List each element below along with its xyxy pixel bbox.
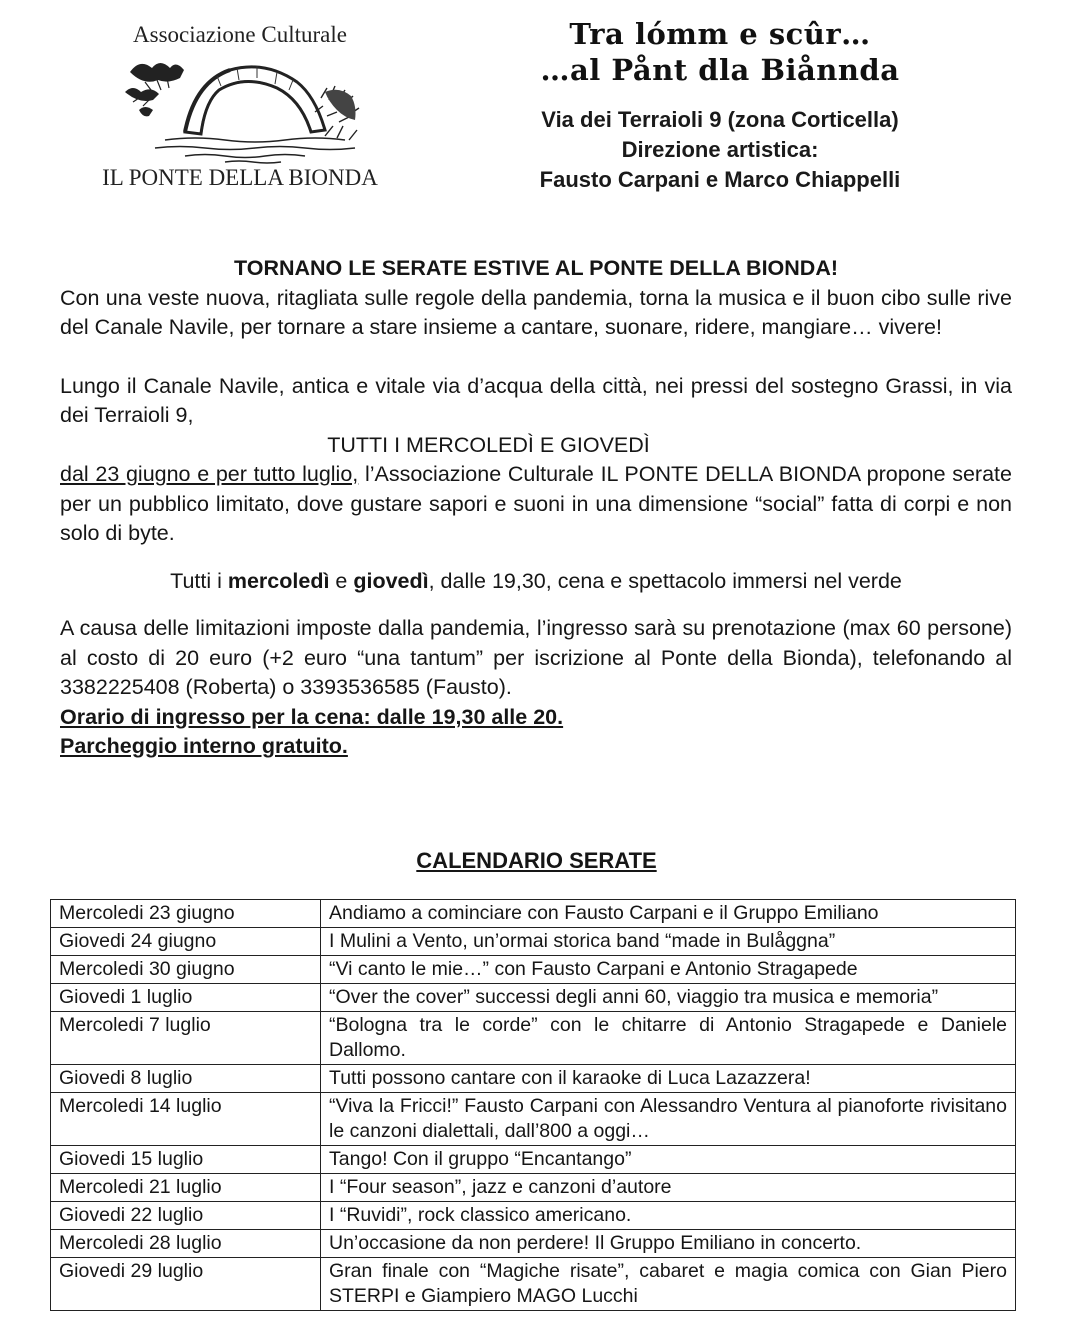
- calendar-rows: [51, 900, 1016, 1311]
- table-row: [51, 1202, 1016, 1230]
- table-row: [51, 1258, 1016, 1311]
- entry-time-line: [60, 703, 1012, 733]
- flyer-body: [60, 254, 1012, 762]
- proposal-text: l’Associazione Culturale IL PONTE DELLA BIONDA propone serate per un pubblico limitato, dove gustare sapori e suoni in una dimensione “social” fatta di corpi e non solo di byte.: [60, 462, 1012, 545]
- event-description: Un’occasione da non perdere! Il Gruppo Emiliano in concerto.: [321, 1230, 1016, 1258]
- event-description: “Bologna tra le corde” con le chitarre di Antonio Stragapede e Daniele Dallomo.: [321, 1012, 1016, 1065]
- proposal-paragraph: [60, 460, 1012, 549]
- calendar-table: [50, 899, 1016, 1311]
- title-line-1: Tra lómm e scûr…: [569, 17, 871, 51]
- event-description: Andiamo a cominciare con Fausto Carpani e il Gruppo Emiliano: [321, 900, 1016, 928]
- period-text: dal 23 giugno e per tutto luglio,: [60, 462, 359, 486]
- headline: TORNANO LE SERATE ESTIVE AL PONTE DELLA BIONDA!: [233, 256, 839, 280]
- artistic-direction-label: Direzione artistica:: [621, 137, 819, 162]
- schedule-wednesday: mercoledì: [227, 568, 330, 593]
- event-date: Mercoledi 21 luglio: [51, 1174, 321, 1202]
- association-name: IL PONTE DELLA BIONDA: [102, 165, 378, 190]
- schedule-and: e: [329, 568, 354, 593]
- event-date: Mercoledi 28 luglio: [51, 1230, 321, 1258]
- booking-paragraph: A causa delle limitazioni imposte dalla pandemia, l’ingresso sarà su prenotazione (max 60 persone) al costo di 20 euro (+2 euro “una tantum” per iscrizione al Ponte della Bionda), telefonando al 3382225408 (Roberta) o 3393536585 (Fausto).: [60, 616, 1012, 699]
- table-row: [51, 1012, 1016, 1065]
- title-line-2: …al Pånt dla Biånnda: [540, 53, 900, 87]
- event-date: Giovedi 22 luglio: [51, 1202, 321, 1230]
- event-date: Mercoledi 14 luglio: [51, 1093, 321, 1146]
- event-date: Giovedi 1 luglio: [51, 984, 321, 1012]
- table-row: [51, 900, 1016, 928]
- schedule-suffix: , dalle 19,30, cena e spettacolo immersi nel verde: [428, 568, 902, 593]
- table-row: [51, 1230, 1016, 1258]
- event-date: Mercoledi 30 giugno: [51, 956, 321, 984]
- schedule-line: [60, 567, 1012, 597]
- event-date: Giovedi 8 luglio: [51, 1065, 321, 1093]
- table-row: [51, 1093, 1016, 1146]
- event-description: Gran finale con “Magiche risate”, cabaret e magia comica con Gian Piero STERPI e Giampiero MAGO Lucchi: [321, 1258, 1016, 1311]
- table-row: [51, 928, 1016, 956]
- event-description: Tutti possono cantare con il karaoke di Luca Lazazzera!: [321, 1065, 1016, 1093]
- entry-time: Orario di ingresso per la cena: dalle 19,30 alle 20.: [60, 704, 564, 729]
- days-heading: TUTTI I MERCOLEDÌ E GIOVEDÌ: [327, 432, 650, 457]
- event-description: I “Four season”, jazz e canzoni d’autore: [321, 1174, 1016, 1202]
- artistic-directors: Fausto Carpani e Marco Chiappelli: [539, 167, 901, 192]
- parking-line: [60, 732, 1012, 762]
- table-row: [51, 956, 1016, 984]
- schedule-thursday: giovedì: [353, 568, 429, 593]
- event-description: I “Ruvidi”, rock classico americano.: [321, 1202, 1016, 1230]
- event-date: Giovedi 24 giugno: [51, 928, 321, 956]
- venue-address: Via dei Terraioli 9 (zona Corticella): [541, 107, 899, 132]
- bridge-illustration-icon: [125, 52, 365, 167]
- intro-paragraph: Con una veste nuova, ritagliata sulle regole della pandemia, torna la musica e il buon cibo sulle rive del Canale Navile, per tornare a stare insieme a cantare, suonare, ridere, mangiare… vivere!: [60, 285, 1012, 339]
- event-date: Giovedi 29 luglio: [51, 1258, 321, 1311]
- parking-info: Parcheggio interno gratuito.: [60, 734, 348, 758]
- event-date: Mercoledi 23 giugno: [51, 900, 321, 928]
- event-description: “Over the cover” successi degli anni 60, viaggio tra musica e memoria”: [321, 984, 1016, 1012]
- event-description: I Mulini a Vento, un’ormai storica band “made in Bulåggna”: [321, 928, 1016, 956]
- location-paragraph: Lungo il Canale Navile, antica e vitale via d’acqua della città, nei pressi del sostegno Grassi, in via dei Terraioli 9,: [60, 373, 1012, 427]
- association-label: Associazione Culturale: [133, 22, 347, 47]
- table-row: [51, 1146, 1016, 1174]
- event-title: [480, 16, 960, 88]
- venue-info: [480, 105, 960, 195]
- event-date: Mercoledi 7 luglio: [51, 1012, 321, 1065]
- calendar-title: CALENDARIO SERATE: [416, 848, 657, 873]
- schedule-prefix: Tutti i: [170, 568, 228, 593]
- event-description: Tango! Con il gruppo “Encantango”: [321, 1146, 1016, 1174]
- event-date: Giovedi 15 luglio: [51, 1146, 321, 1174]
- flyer-header: [0, 0, 1073, 230]
- event-description: “Vi canto le mie…” con Fausto Carpani e Antonio Stragapede: [321, 956, 1016, 984]
- table-row: [51, 1065, 1016, 1093]
- table-row: [51, 1174, 1016, 1202]
- event-description: “Viva la Fricci!” Fausto Carpani con Alessandro Ventura al pianoforte rivisitano le canzoni dialettali, dall’800 a oggi…: [321, 1093, 1016, 1146]
- table-row: [51, 984, 1016, 1012]
